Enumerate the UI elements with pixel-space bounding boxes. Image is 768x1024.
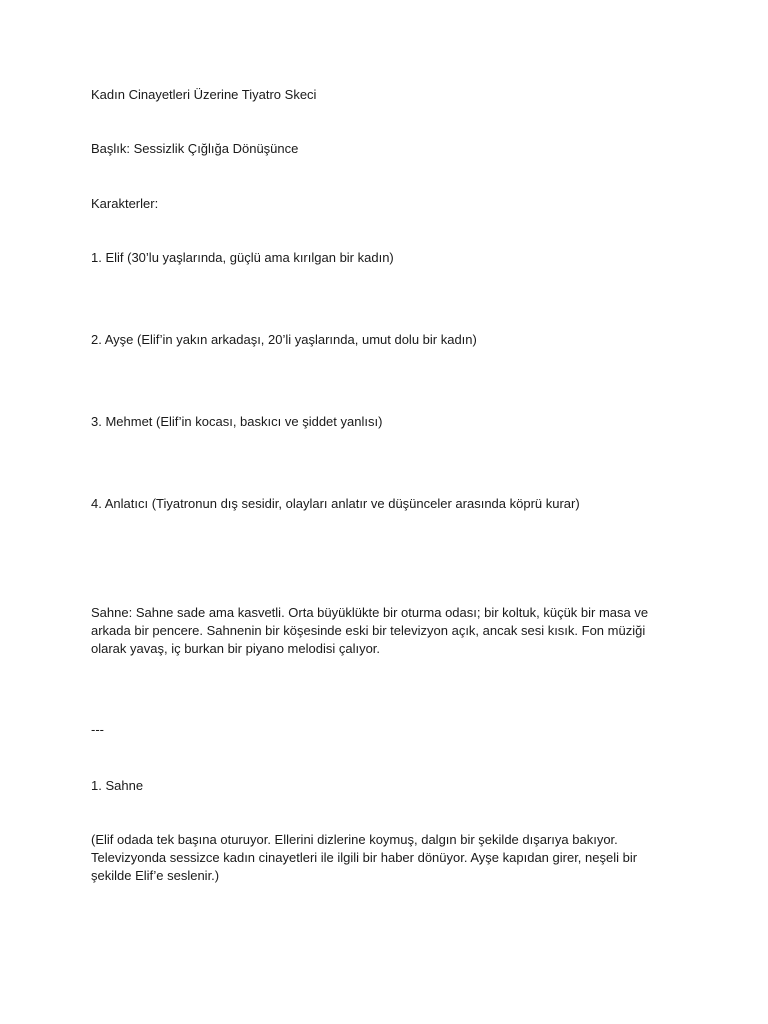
document-title: Kadın Cinayetleri Üzerine Tiyatro Skeci xyxy=(91,87,317,102)
character-item-elif: 1. Elif (30’lu yaşlarında, güçlü ama kırılgan bir kadın) xyxy=(91,250,394,265)
play-heading: Başlık: Sessizlik Çığlığa Dönüşünce xyxy=(91,141,299,156)
character-item-ayse: 2. Ayşe (Elif’in yakın arkadaşı, 20’li yaşlarında, umut dolu bir kadın) xyxy=(91,332,477,347)
character-item-mehmet: 3. Mehmet (Elif’in kocası, baskıcı ve şiddet yanlısı) xyxy=(91,414,383,429)
scene-one-heading: 1. Sahne xyxy=(91,778,144,793)
characters-label: Karakterler: xyxy=(91,196,159,211)
scene-one-direction: (Elif odada tek başına oturuyor. Ellerini dizlerine koymuş, dalgın bir şekilde dışarıya bakıyor. Televizyonda sessizce kadın cinayetleri ile ilgili bir haber dönüyor. Ayşe kapıdan girer, neşeli bir şekilde Elif’e seslenir.) xyxy=(91,832,638,883)
character-item-narrator: 4. Anlatıcı (Tiyatronun dış sesidir, olayları anlatır ve düşünceler arasında köprü kurar) xyxy=(91,496,580,511)
scene-description: Sahne: Sahne sade ama kasvetli. Orta büyüklükte bir oturma odası; bir koltuk, küçük bir masa ve arkada bir pencere. Sahnenin bir köşesinde eski bir televizyon açık, ancak sesi kısık. Fon müziği olarak yavaş, iç burkan bir piyano melodisi çalıyor. xyxy=(91,605,649,656)
section-separator: --- xyxy=(91,722,104,737)
